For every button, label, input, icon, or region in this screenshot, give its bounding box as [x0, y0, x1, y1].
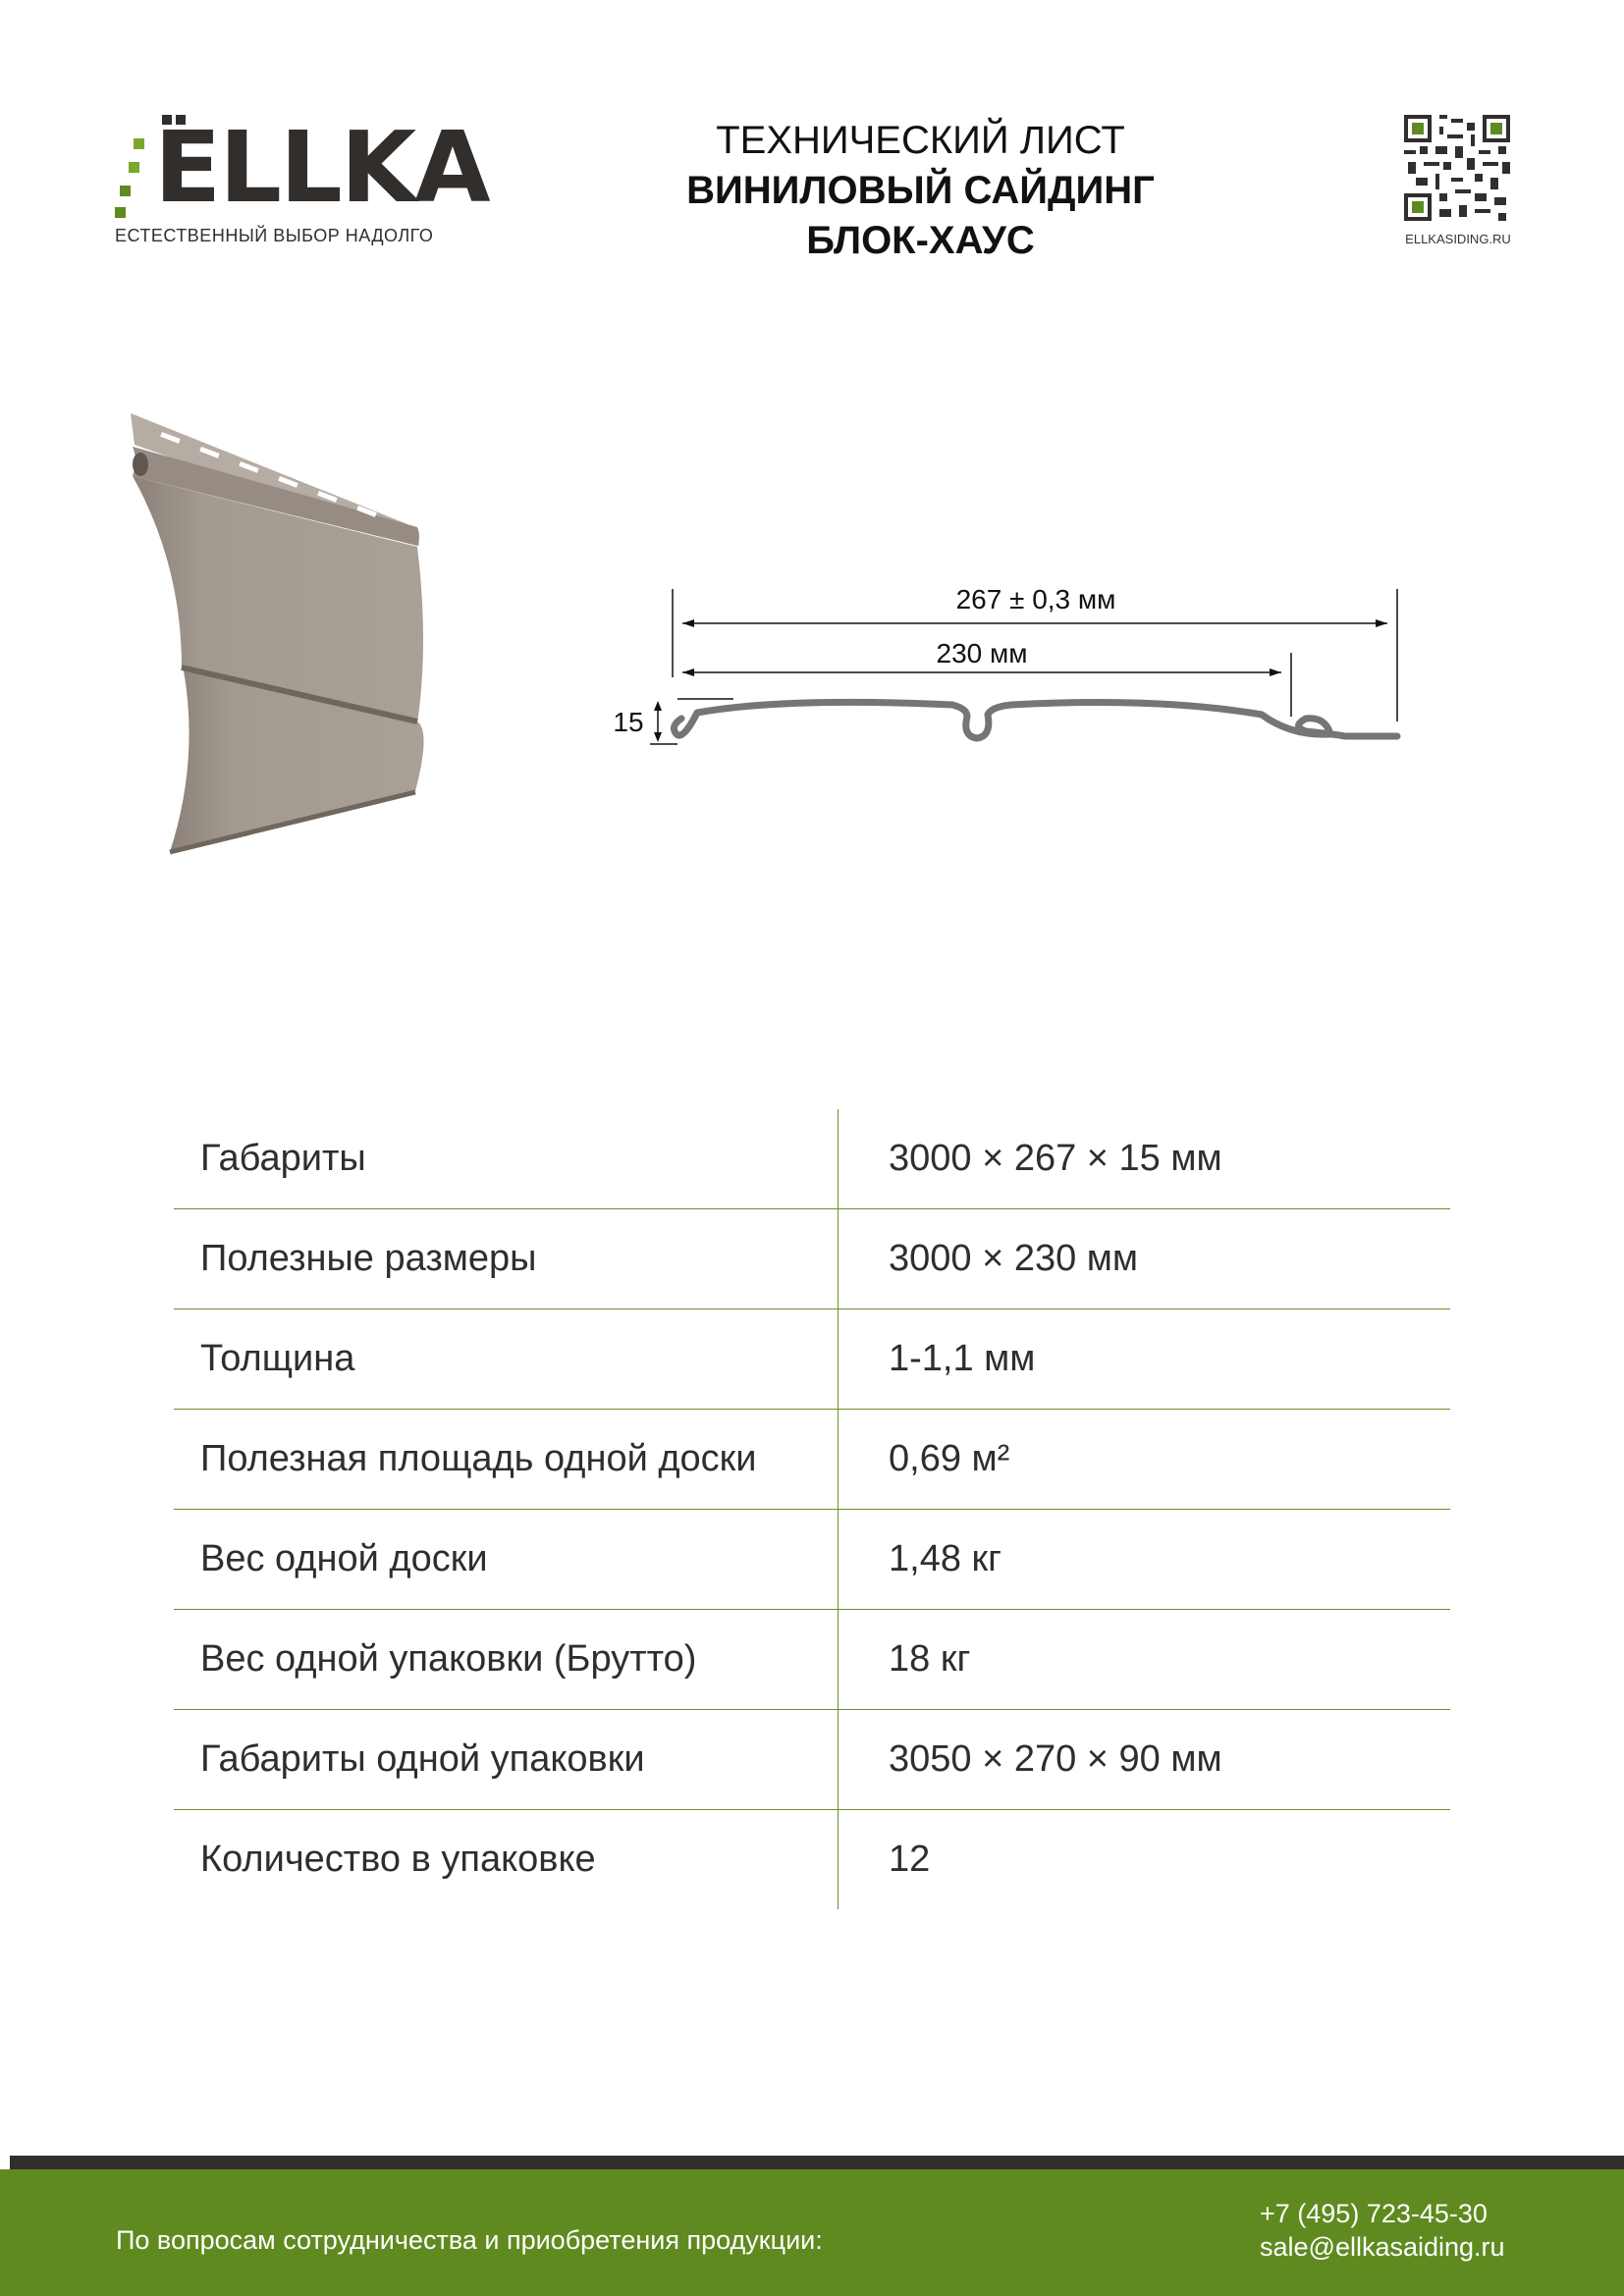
spec-label: Габариты одной упаковки	[174, 1710, 839, 1810]
table-row	[174, 1510, 1450, 1610]
footer-text: По вопросам сотрудничества и приобретения продукции:	[116, 2225, 823, 2255]
siding-panel-image	[123, 407, 437, 869]
dimension-height: 15	[613, 707, 644, 737]
dimension-total-width: 267 ± 0,3 мм	[955, 584, 1116, 614]
spec-value: 18 кг	[839, 1610, 1451, 1710]
spec-value: 1,48 кг	[839, 1510, 1451, 1610]
logo-square	[129, 162, 139, 173]
table-row	[174, 1209, 1450, 1309]
logo-tagline: ЕСТЕСТВЕННЫЙ ВЫБОР НАДОЛГО	[115, 226, 434, 245]
table-row	[174, 1410, 1450, 1510]
dimension-useful-width: 230 мм	[936, 638, 1028, 668]
spec-label: Толщина	[174, 1309, 839, 1410]
table-row	[174, 1309, 1450, 1410]
spec-value: 1-1,1 мм	[839, 1309, 1451, 1410]
title-line: ТЕХНИЧЕСКИЙ ЛИСТ	[716, 119, 1125, 162]
spec-label: Габариты	[174, 1109, 839, 1209]
spec-label: Полезная площадь одной доски	[174, 1410, 839, 1510]
spec-value: 0,69 м²	[839, 1410, 1451, 1510]
table-row	[174, 1710, 1450, 1810]
spec-label: Количество в упаковке	[174, 1810, 839, 1910]
spec-label: Вес одной упаковки (Брутто)	[174, 1610, 839, 1710]
spec-value: 3000 × 230 мм	[839, 1209, 1451, 1309]
title-line: БЛОК-ХАУС	[806, 219, 1035, 262]
logo-wordmark: ELLKA	[154, 110, 489, 225]
qr-caption: ELLKASIDING.RU	[1405, 232, 1511, 246]
spec-value: 3000 × 267 × 15 мм	[889, 1138, 1222, 1179]
table-row	[174, 1810, 1450, 1910]
logo-square	[120, 186, 131, 196]
email-link[interactable]: sale@ellkasaiding.ru	[1260, 2232, 1505, 2262]
table-row	[174, 1610, 1450, 1710]
specs-table	[174, 1109, 1450, 1909]
footer-divider	[10, 2156, 1624, 2169]
spec-value: 12	[839, 1810, 1451, 1910]
spec-label: Полезные размеры	[174, 1209, 839, 1309]
page-title	[628, 116, 1213, 266]
footer	[0, 2169, 1624, 2296]
title-line: ВИНИЛОВЫЙ САЙДИНГ	[686, 169, 1155, 212]
logo-square	[134, 138, 144, 149]
table-row	[174, 1109, 1450, 1209]
logo-square	[115, 207, 126, 218]
spec-label: Вес одной доски	[174, 1510, 839, 1610]
profile-drawing	[599, 569, 1424, 756]
qr-code-icon[interactable]	[1404, 115, 1510, 221]
spec-value: 3050 × 270 × 90 мм	[839, 1710, 1451, 1810]
footer-contacts	[1260, 2197, 1505, 2264]
brand-logo	[115, 110, 489, 250]
phone-link[interactable]: +7 (495) 723-45-30	[1260, 2199, 1488, 2228]
